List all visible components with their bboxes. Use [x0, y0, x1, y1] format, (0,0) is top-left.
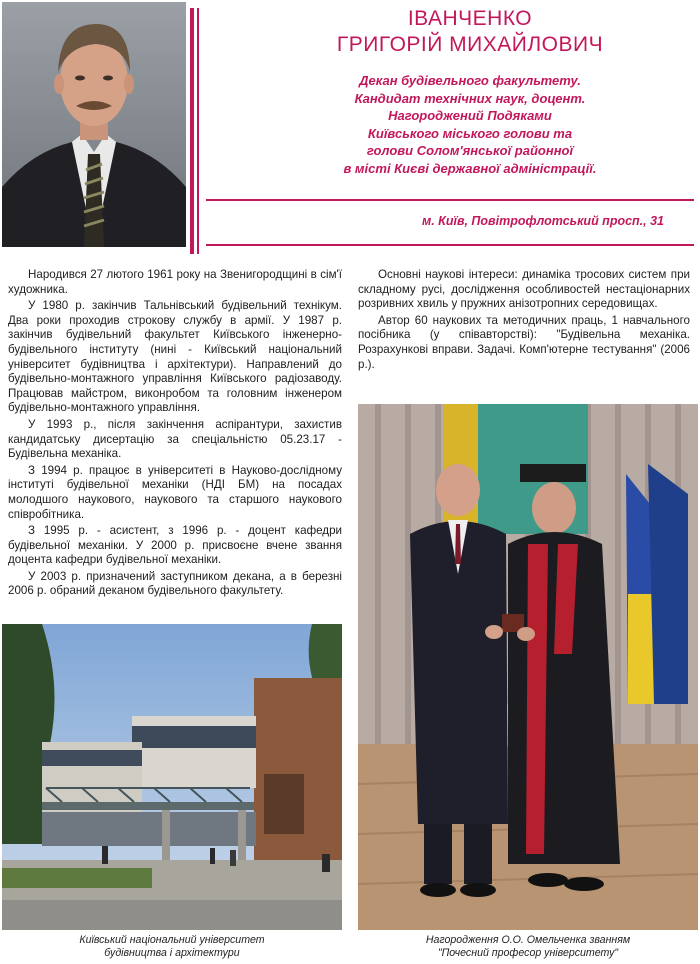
paragraph: Народився 27 лютого 1961 року на Звенигородщині в сім'ї художника.: [8, 268, 342, 296]
person-name: [290, 6, 650, 58]
building-illustration: [2, 624, 342, 930]
paragraph: Основні наукові інтереси: динаміка тросових систем при складному русі, дослідження особливостей нестаціонарних розривних хвиль у пружних анізотропних середовищах.: [358, 268, 690, 311]
paragraph: З 1995 р. - асистент, з 1996 р. - доцент кафедри будівельної механіки. У 2000 р. присвоєне вчене звання доцента кафедри будівельної механіки.: [8, 524, 342, 567]
accent-bar: [190, 8, 194, 254]
bio-line: в місті Києві державної адміністрації.: [343, 160, 597, 176]
bio-line: Нагороджений Подяками: [388, 108, 552, 123]
award-ceremony-photo: [358, 404, 698, 930]
caption-line: Київський національний університет: [79, 934, 265, 946]
research-text: [358, 268, 690, 374]
bio-line: голови Солом'янської районної: [366, 143, 574, 158]
paragraph: У 1993 р., після закінчення аспірантури, захистив кандидатську дисертацію за спеціальністю 05.23.17 - Будівельна механіка.: [8, 417, 342, 461]
surname: ІВАНЧЕНКО: [407, 7, 533, 30]
divider: [206, 244, 694, 246]
portrait-photo: [2, 2, 186, 247]
ceremony-illustration: [358, 404, 698, 930]
building-caption: [2, 934, 342, 960]
bio-line: Київського міського голови та: [367, 125, 573, 141]
paragraph: Автор 60 наукових та методичних праць, 1 навчального посібника (у співавторстві): "Будівельна механіка. Розрахункові вправи. Задачі. Комп'ютерне тестування" (2006 р.).: [358, 313, 690, 371]
caption-line: будівництва і архітектури: [104, 947, 240, 959]
given-names: ГРИГОРІЙ МИХАЙЛОВИЧ: [336, 33, 604, 56]
university-building-photo: [2, 624, 342, 930]
address: м. Київ, Повітрофлотський просп., 31: [421, 214, 664, 228]
paragraph: У 2003 р. призначений заступником декана, а в березні 2006 р. обраний деканом будівельного факультету.: [8, 569, 342, 598]
paragraph: З 1994 р. працює в університеті в Науково-дослідному інституті будівельної механіки (НДІ БМ) на посадах молодшого наукового, наукового та старшого наукового співробітника.: [8, 463, 342, 521]
portrait-illustration: [2, 2, 186, 247]
accent-bar: [197, 8, 199, 254]
bio-summary: [280, 72, 660, 177]
bio-line: Кандидат технічних наук, доцент.: [354, 90, 586, 106]
caption-line: Нагородження О.О. Омельченка званням: [425, 934, 631, 946]
caption-line: "Почесний професор університету": [437, 947, 619, 959]
ceremony-caption: [358, 934, 698, 960]
bio-line: Декан будівельного факультету.: [359, 73, 581, 88]
biography-text: [8, 268, 342, 601]
paragraph: У 1980 р. закінчив Тальнівський будівельний технікум. Два роки проходив строкову службу в армії. У 1987 р. закінчив будівельний факультет Київського інженерно-будівельного інституту (нині - Київський національний університет будівництва і архітектури). Направлений до будівельно-монтажного управління Київського радіозаводу. Працював майстром, виконробом та головним інженером будівельно-монтажного управління.: [8, 299, 342, 415]
divider: [206, 199, 694, 201]
